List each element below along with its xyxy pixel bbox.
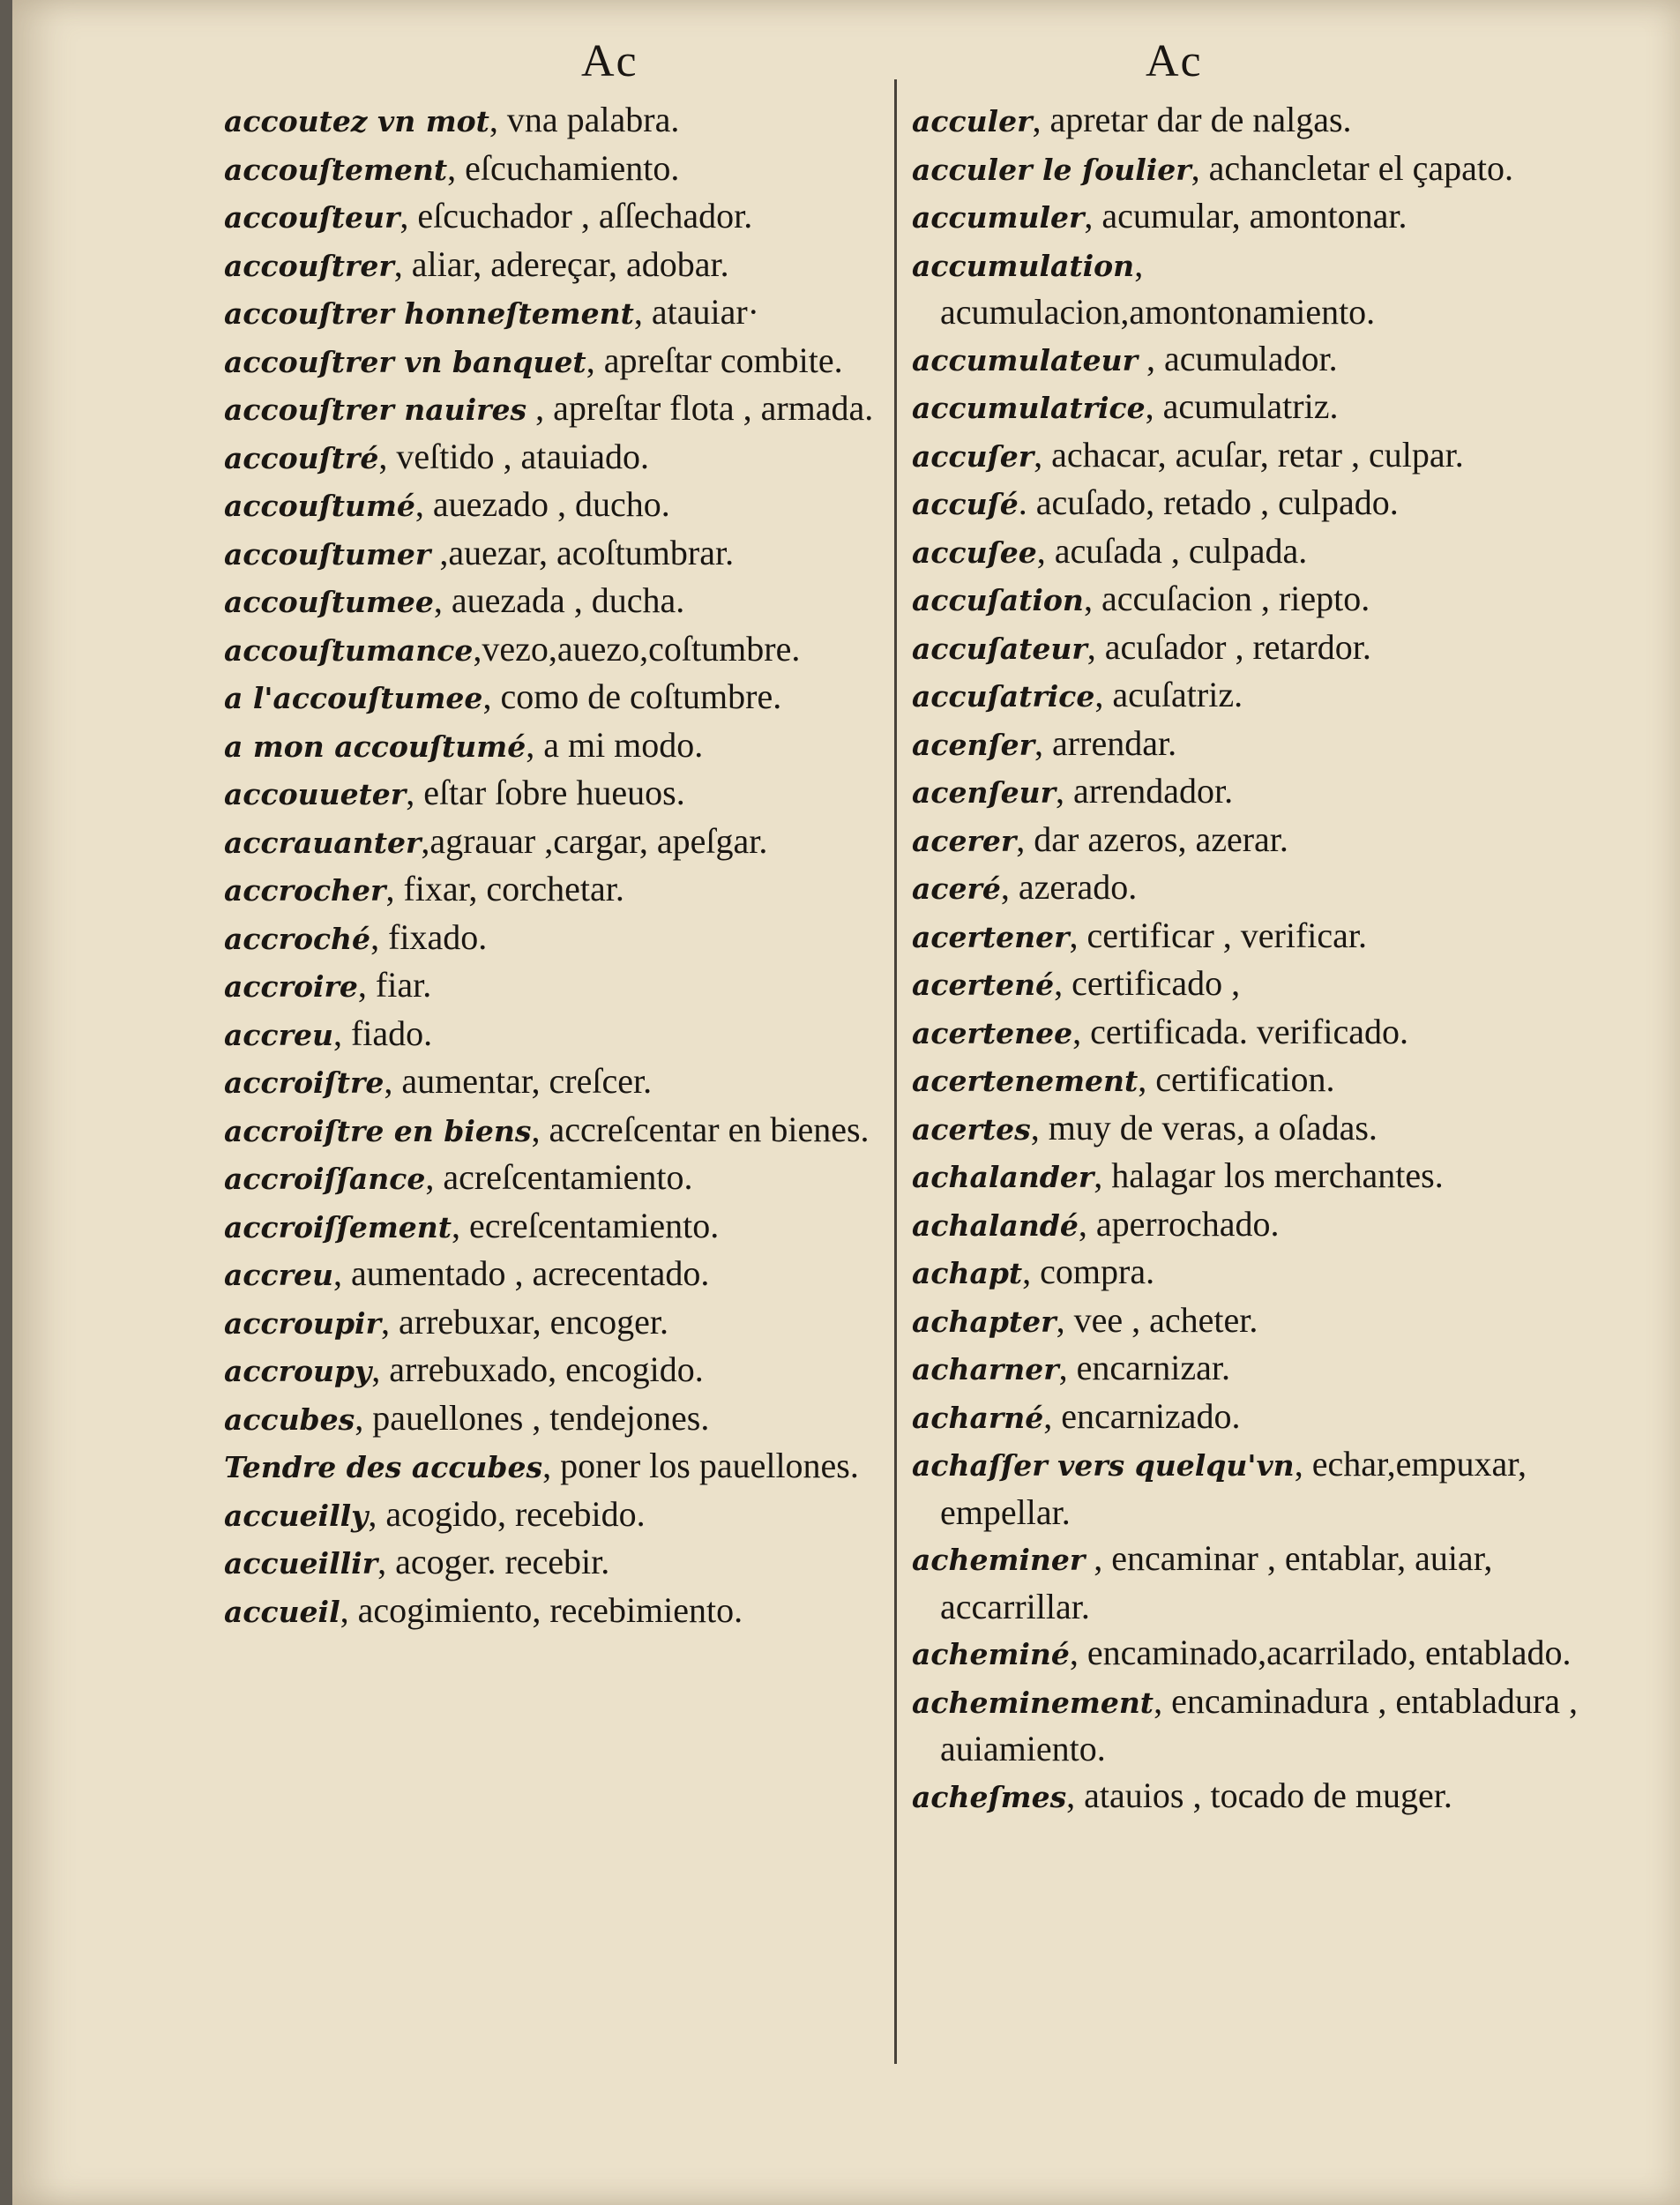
headword: a l'accouſtumee (224, 681, 483, 715)
headword: acertené (912, 968, 1055, 1002)
headword: achapt (912, 1256, 1023, 1290)
translation: , arrendador. (1056, 771, 1234, 811)
entry (912, 1678, 1582, 1773)
right-running-head: Ac (1146, 36, 1203, 86)
headword: accroire (224, 969, 358, 1004)
headword: accrocher (224, 873, 386, 908)
entry (224, 338, 912, 386)
left-column (224, 97, 912, 1635)
headword: acharné (912, 1400, 1044, 1435)
translation: , vna palabra. (489, 100, 680, 139)
entry (224, 915, 912, 963)
translation: . acuſado, retado , culpado. (1018, 482, 1399, 522)
headword: accouſtumer (224, 536, 431, 572)
headword: accumulation (912, 248, 1135, 283)
entry (224, 1299, 912, 1348)
translation: , compra. (1022, 1252, 1155, 1291)
headword: acculer (912, 104, 1033, 138)
translation: , eſtar ſobre hueuos. (406, 773, 685, 812)
headword: accroiſſance (224, 1162, 426, 1196)
headword: accueil (224, 1594, 340, 1629)
entry (912, 1201, 1582, 1250)
headword: accroupir (224, 1305, 381, 1341)
entry (912, 1009, 1582, 1058)
headword: accouſteur (224, 200, 400, 235)
headword: accubes (224, 1401, 355, 1437)
translation: , encarnizar. (1058, 1348, 1230, 1387)
translation: , fixar, corchetar. (385, 869, 624, 908)
headword: accouſtrer honneſtement (224, 296, 634, 331)
entry (224, 242, 912, 290)
entry (224, 289, 912, 338)
translation: , azerado. (1000, 867, 1138, 907)
entry (912, 1105, 1582, 1154)
left-running-head: Ac (581, 36, 638, 86)
entry (224, 1491, 912, 1540)
headword: accumuler (912, 200, 1085, 235)
translation: , veſtido , atauiado. (378, 436, 649, 476)
translation: , apreſtar flota , armada. (526, 388, 874, 428)
headword: acenſeur (912, 775, 1057, 810)
headword: acheſmes (912, 1779, 1067, 1814)
translation: , apreſtar combite. (586, 340, 843, 380)
entry (912, 1441, 1582, 1536)
headword: accouſtumee (224, 585, 434, 619)
translation: , achancletar el çapato. (1191, 147, 1513, 188)
translation: , arrebuxar, encoger. (380, 1301, 668, 1342)
entry (224, 1058, 912, 1107)
headword: acertenee (912, 1015, 1073, 1050)
headword: accouſtrer (224, 248, 394, 283)
entry (912, 1249, 1582, 1297)
entry (912, 960, 1582, 1009)
entry (224, 770, 912, 818)
translation: , ecreſcentamiento. (452, 1205, 720, 1245)
headword: achalander (912, 1160, 1094, 1194)
translation: , aumentar, creſcer. (384, 1061, 653, 1101)
entry (224, 962, 912, 1011)
headword: accroiſtre en biens (224, 1113, 532, 1148)
headword: accroché (224, 921, 371, 956)
entry (912, 146, 1582, 194)
headword: accroiſtre (224, 1065, 385, 1100)
entry (224, 626, 912, 675)
headword: accumulatrice (912, 391, 1146, 425)
entry (224, 674, 912, 722)
translation: , eſcuchador , aſſechador. (399, 196, 753, 235)
translation: , atauiar· (633, 292, 759, 332)
entry (224, 1251, 912, 1299)
translation: , arrebuxado, encogido. (371, 1349, 704, 1389)
entry (224, 818, 912, 867)
headword: accouueter (224, 777, 407, 811)
entry (912, 97, 1582, 146)
translation: , certificado , (1054, 963, 1241, 1003)
translation: , certificar , verificar. (1069, 915, 1368, 955)
entry (224, 1539, 912, 1588)
headword: achaſſer vers quelqu'vn (912, 1448, 1295, 1483)
translation: , acuſatriz. (1094, 675, 1243, 714)
headword: accuſateur (912, 631, 1087, 666)
translation: , muy de veras, a oſadas. (1030, 1107, 1378, 1147)
translation: , dar azeros, azerar. (1016, 818, 1288, 859)
headword: acheminé (912, 1637, 1070, 1671)
entry (224, 146, 912, 194)
translation: , atauios , tocado de muger. (1066, 1775, 1452, 1815)
entry (224, 193, 912, 242)
translation: , echar,empuxar, empellar. (940, 1444, 1527, 1532)
entry (912, 1057, 1582, 1105)
translation: , acogido, recebido. (368, 1493, 646, 1534)
entry (912, 480, 1582, 528)
headword: accueilly (224, 1498, 369, 1533)
entry (224, 434, 912, 482)
translation: , encarnizado. (1043, 1395, 1241, 1436)
translation: , accuſacion , riepto. (1083, 579, 1370, 618)
translation: , eſcuchamiento. (447, 147, 680, 188)
headword: accumulateur (912, 342, 1139, 377)
entry (224, 482, 912, 530)
entry (224, 1107, 912, 1155)
entry (912, 193, 1582, 242)
translation: , acuſada , culpada. (1036, 530, 1308, 571)
headword: acheminement (912, 1685, 1154, 1720)
translation: , poner los pauellones. (542, 1446, 859, 1485)
entry (912, 1153, 1582, 1201)
entry (224, 1395, 912, 1444)
translation: , aumentado , acrecentado. (332, 1253, 710, 1293)
entry (224, 385, 912, 434)
entry (912, 864, 1582, 913)
headword: accouſtrer vn banquet (224, 344, 586, 379)
headword: accouſtumé (224, 489, 415, 523)
translation: , aperrochado. (1078, 1203, 1280, 1244)
translation: , acogimiento, recebimiento. (340, 1589, 743, 1630)
dictionary-page (12, 0, 1680, 2205)
entry (912, 721, 1582, 769)
entry (912, 576, 1582, 624)
headword: Tendre des accubes (224, 1450, 543, 1484)
translation: , fiar. (357, 965, 432, 1005)
translation: ,auezar, acoſtumbrar. (430, 532, 735, 572)
translation: , aliar, adereçar, adobar. (393, 243, 729, 284)
headword: accuſatrice (912, 679, 1095, 714)
translation: , acumulatriz. (1145, 386, 1339, 426)
translation: , acoger. recebir. (377, 1542, 610, 1581)
translation: , achacar, acuſar, retar , culpar. (1034, 434, 1464, 475)
headword: accroupy (224, 1354, 372, 1388)
headword: accreu (224, 1258, 333, 1292)
entry (912, 913, 1582, 961)
translation: , accreſcentar en bienes. (531, 1109, 870, 1149)
headword: acculer le ſoulier (912, 152, 1191, 187)
headword: accouſtrer nauires (224, 392, 527, 427)
entry (224, 1588, 912, 1636)
headword: acertenement (912, 1064, 1139, 1098)
headword: acheminer (912, 1543, 1086, 1577)
translation: , acumulacion,amontonamiento. (940, 243, 1376, 332)
translation: , auezado , ducho. (414, 484, 670, 524)
entry (912, 336, 1582, 385)
headword: accrauanter (224, 825, 422, 860)
entry (224, 1155, 912, 1203)
headword: achapter (912, 1304, 1057, 1339)
translation: , pauellones , tendejones. (355, 1397, 710, 1438)
headword: accuſee (912, 534, 1037, 570)
entry (912, 1630, 1582, 1678)
translation: , encaminado,acarrilado, entablado. (1069, 1633, 1572, 1672)
translation: , fiado. (332, 1013, 433, 1053)
headword: a mon accouſtumé (224, 729, 526, 764)
translation: , certification. (1138, 1059, 1335, 1099)
translation: , a mi modo. (526, 724, 704, 765)
entry (224, 1443, 912, 1491)
entry (912, 768, 1582, 817)
entry (912, 1773, 1582, 1821)
entry (224, 1203, 912, 1252)
translation: , encaminadura , entabladura , auiamiento. (940, 1680, 1578, 1768)
entry (224, 722, 912, 771)
entry (912, 384, 1582, 432)
headword: acenſer (912, 727, 1035, 762)
headword: accuſé (912, 487, 1019, 521)
translation: , acuſador , retardor. (1086, 626, 1371, 667)
translation: , vee , acheter. (1056, 1299, 1258, 1340)
translation: , fixado. (370, 916, 488, 957)
entry (224, 866, 912, 915)
entry (912, 624, 1582, 673)
headword: accreu (224, 1017, 333, 1052)
entry (912, 1536, 1582, 1630)
translation: , acreſcentamiento. (425, 1157, 693, 1197)
translation: , como de coſtumbre. (482, 676, 782, 716)
entry (912, 528, 1582, 577)
entry (912, 242, 1582, 336)
translation: , halagar los merchantes. (1094, 1155, 1444, 1195)
headword: accouſtré (224, 440, 379, 475)
translation: , auezada , ducha. (433, 580, 685, 620)
headword: accuſation (912, 583, 1084, 617)
entry (912, 672, 1582, 721)
entry (224, 1347, 912, 1395)
headword: accueillir (224, 1546, 378, 1581)
entry (224, 1011, 912, 1059)
entry (224, 97, 912, 146)
translation: , acumular, amontonar. (1084, 196, 1407, 235)
headword: achalandé (912, 1207, 1079, 1243)
headword: aceré (912, 871, 1001, 906)
translation: ,vezo,auezo,coſtumbre. (473, 628, 801, 669)
translation: , certificada. verificado. (1072, 1011, 1408, 1051)
translation: ,agrauar ,cargar, apeſgar. (421, 820, 768, 861)
headword: acerer (912, 823, 1017, 858)
entry (912, 1297, 1582, 1346)
headword: accoutez vn mot (224, 104, 489, 138)
entry (912, 1394, 1582, 1442)
headword: accouſtumance (224, 632, 474, 668)
entry (912, 432, 1582, 481)
entry (224, 530, 912, 579)
headword: accuſer (912, 438, 1034, 474)
translation: , encaminar , entablar, auiar, accarrillar. (940, 1538, 1493, 1626)
headword: accouſtement (224, 152, 448, 187)
headword: acharner (912, 1352, 1059, 1387)
headword: acertes (912, 1111, 1031, 1147)
entry (912, 1345, 1582, 1394)
entry (912, 817, 1582, 865)
headword: acertener (912, 919, 1070, 954)
translation: , arrendar. (1034, 722, 1177, 763)
entry (224, 578, 912, 626)
right-column (912, 97, 1582, 1820)
headword: accroiſſement (224, 1209, 452, 1245)
translation: , apretar dar de nalgas. (1032, 100, 1352, 139)
translation: , acumulador. (1138, 338, 1338, 378)
